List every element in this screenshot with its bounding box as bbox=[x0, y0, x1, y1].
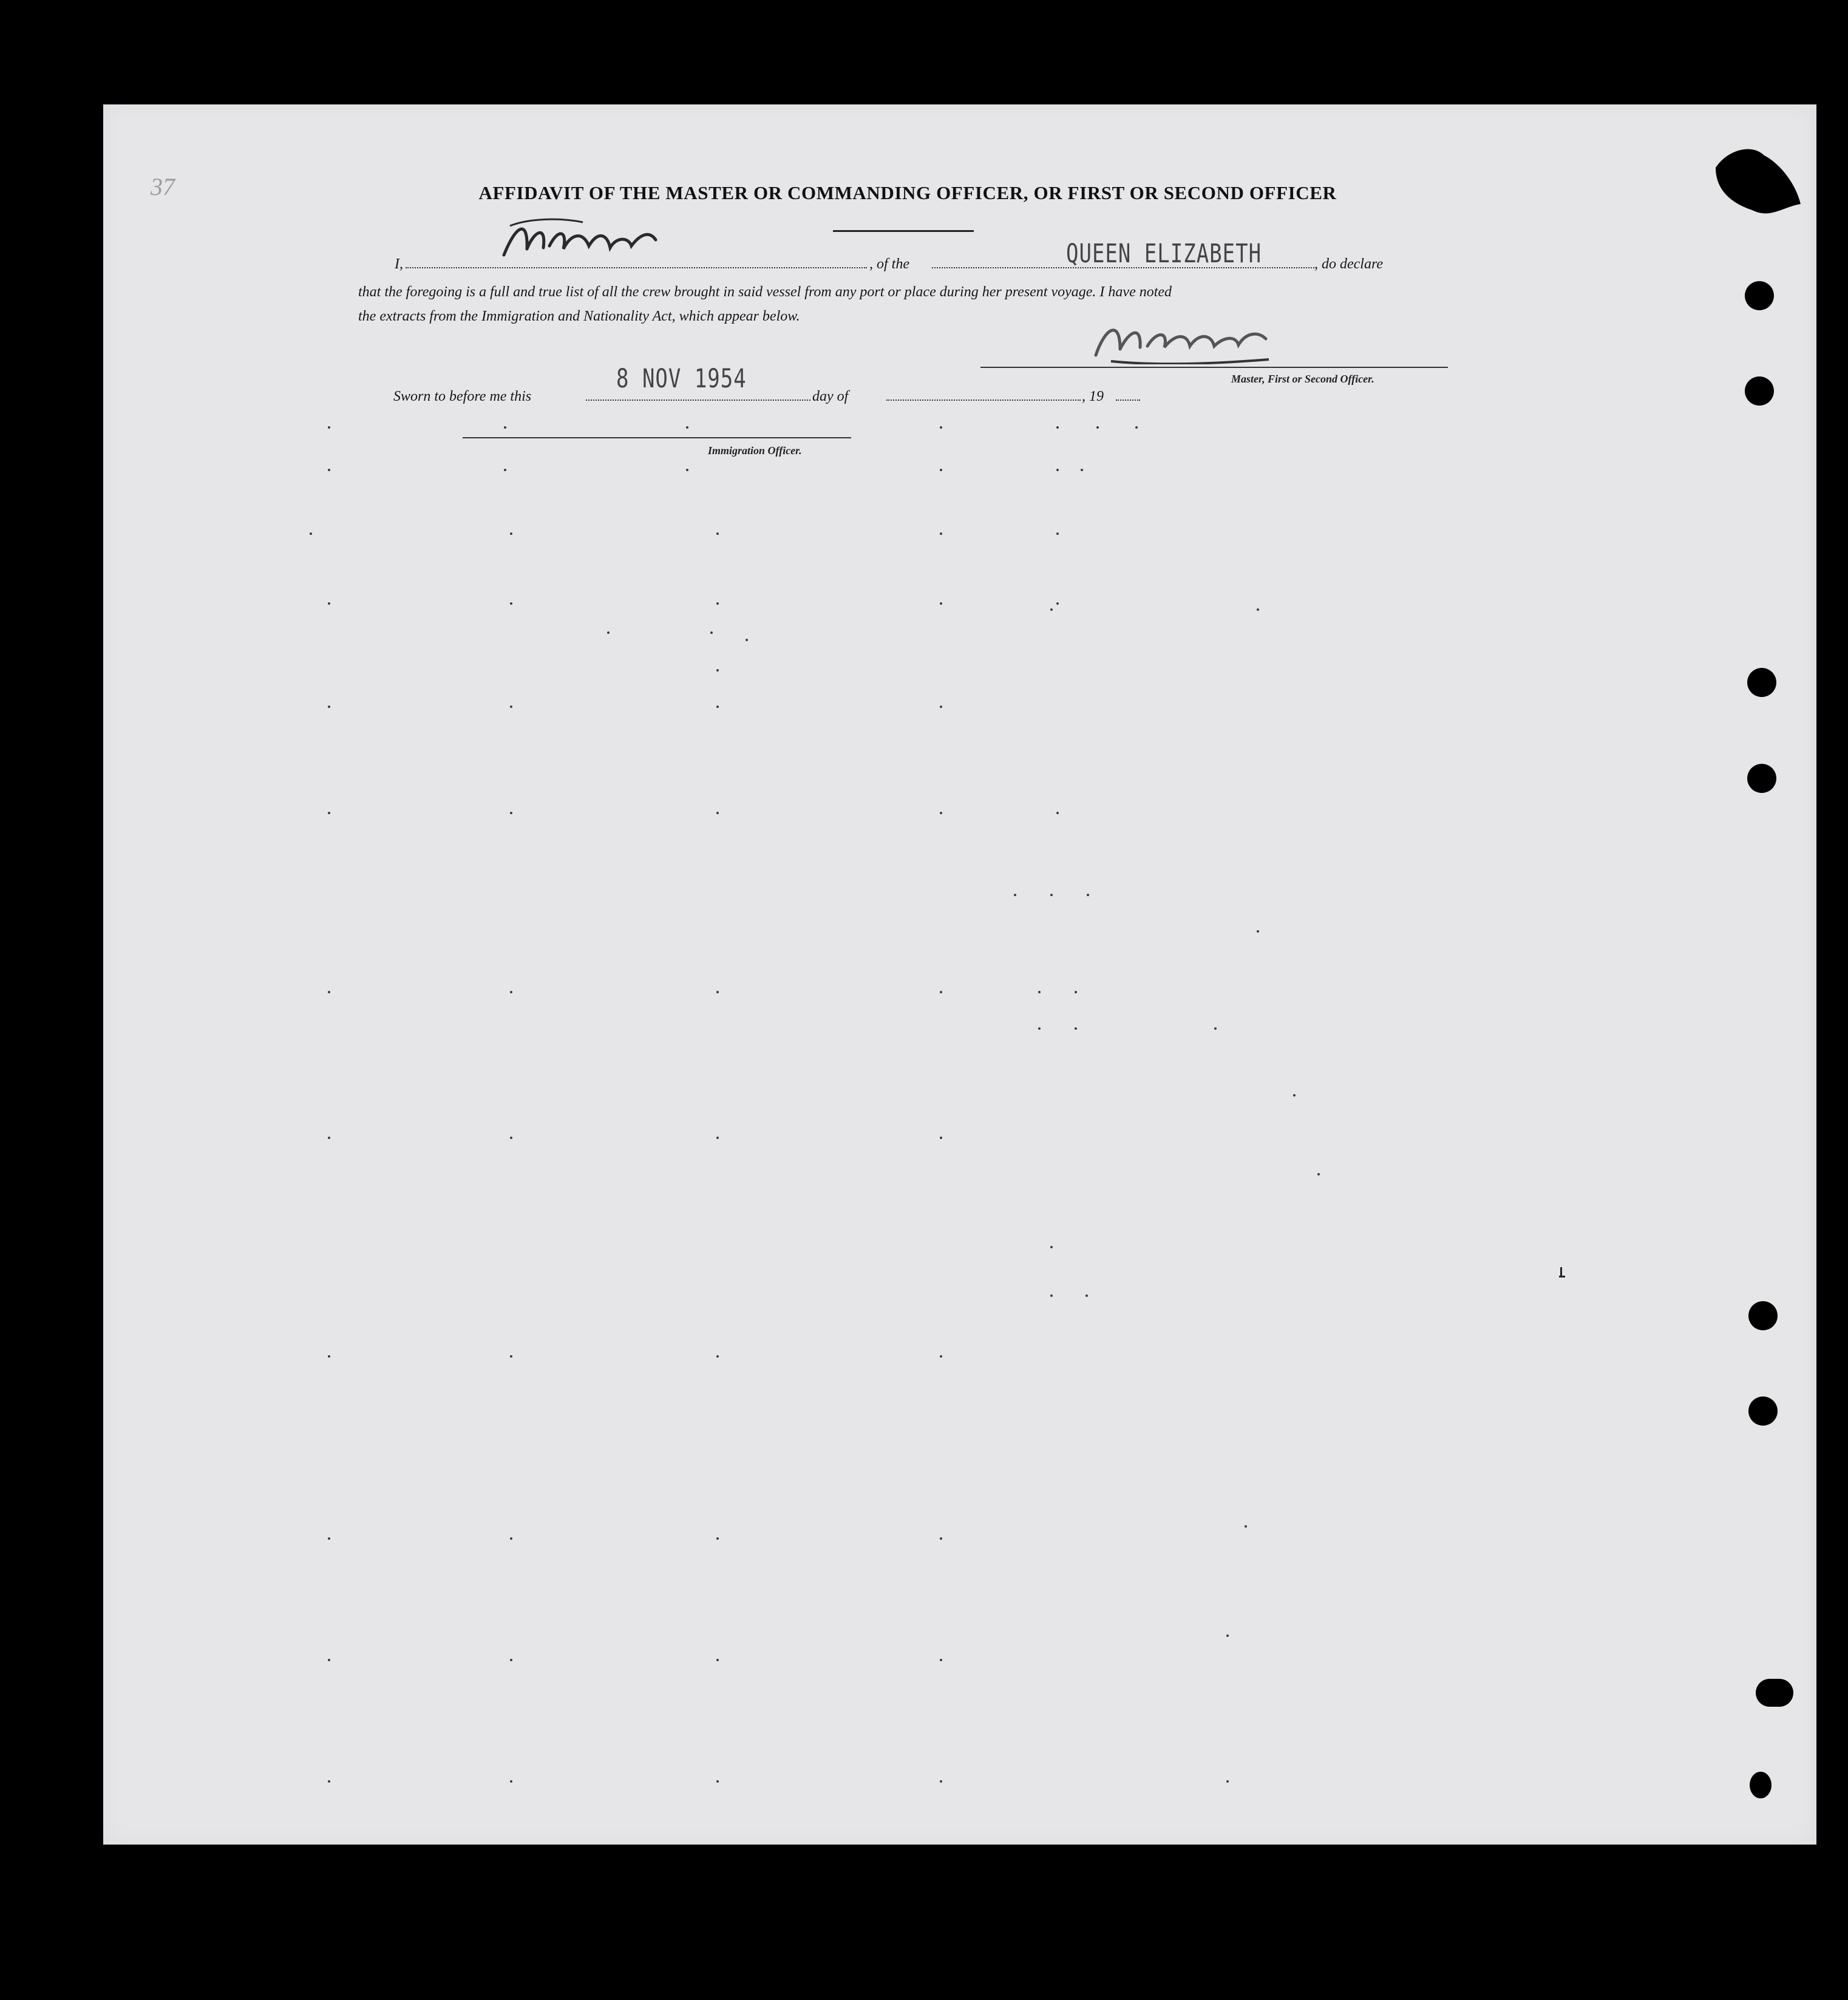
day-of-label: day of bbox=[812, 389, 849, 404]
sworn-date-field bbox=[586, 400, 810, 401]
margin-note: 37 bbox=[151, 173, 175, 200]
binder-hole bbox=[1748, 1301, 1778, 1330]
of-the-label: , of the bbox=[869, 256, 909, 272]
declaration-line-3: the extracts from the Immigration and Nationality Act, which appear below. bbox=[358, 308, 800, 324]
month-field bbox=[886, 400, 1081, 401]
do-declare-label: , do declare bbox=[1314, 256, 1384, 272]
master-signature-line bbox=[980, 367, 1448, 368]
binder-hole bbox=[1748, 1396, 1778, 1426]
year-field bbox=[1116, 400, 1140, 401]
document-page bbox=[103, 104, 1816, 1845]
binder-hole bbox=[1756, 1679, 1793, 1707]
master-caption: Master, First or Second Officer. bbox=[1231, 373, 1374, 385]
master-signature bbox=[1087, 310, 1281, 364]
declarant-prefix: I, bbox=[395, 256, 403, 272]
torn-corner bbox=[1710, 143, 1807, 222]
binder-hole bbox=[1747, 668, 1776, 697]
declarant-name-field bbox=[406, 267, 867, 268]
binder-hole bbox=[1750, 1772, 1772, 1798]
title-underline bbox=[833, 230, 974, 232]
binder-hole bbox=[1747, 764, 1776, 793]
officer-caption: Immigration Officer. bbox=[708, 444, 802, 457]
declaration-line-2: that the foregoing is a full and true list of all the crew brought in said vessel from any port or place during her present voyage. I have noted bbox=[358, 284, 1172, 300]
sworn-prefix: Sworn to before me this bbox=[393, 389, 532, 404]
binder-hole bbox=[1745, 376, 1774, 406]
declarant-signature bbox=[492, 213, 674, 267]
sworn-date-stamp: 8 NOV 1954 bbox=[616, 364, 747, 394]
binder-hole bbox=[1745, 281, 1774, 310]
officer-signature-line bbox=[463, 437, 851, 438]
affidavit-title: AFFIDAVIT OF THE MASTER OR COMMANDING OFFICER, OR FIRST OR SECOND OFFICER bbox=[478, 182, 1337, 203]
pencil-mark-foot bbox=[1559, 1276, 1565, 1277]
year-label: , 19 bbox=[1082, 389, 1104, 404]
vessel-name-stamp: QUEEN ELIZABETH bbox=[1066, 239, 1262, 269]
